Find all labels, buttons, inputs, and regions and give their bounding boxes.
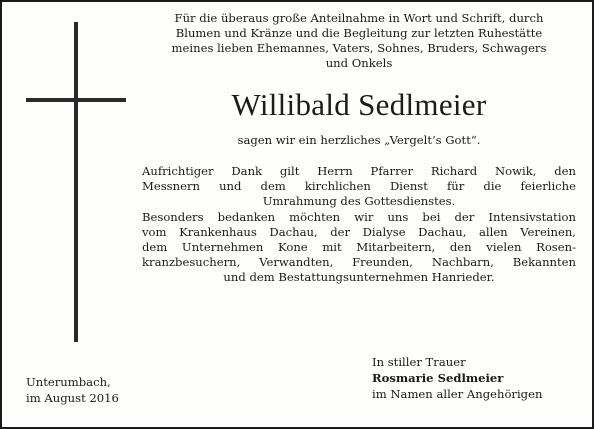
intro-line: meines lieben Ehemannes, Vaters, Sohnes, Bruders, Schwagers [171,41,547,55]
acknowledgement-paragraph-2 [142,210,576,285]
intro-line: Für die überaus große Anteilnahme in Wort und Schrift, durch [174,11,544,25]
paragraph-line: Messnern und dem kirchlichen Dienst für die feierliche [142,179,576,193]
intro-line: Blumen und Kränze und die Begleitung zur letzten Ruhestätte [175,26,543,40]
main-text-column [142,11,576,285]
paragraph-line: Besonders bedanken möchten wir uns bei der Intensivstation [142,210,576,224]
date: im August 2016 [26,391,119,405]
acknowledgement-paragraph-1 [142,164,576,209]
signature-block [372,354,542,402]
closing: In stiller Trauer [372,355,466,369]
place-date-block [26,374,119,406]
signer-name: Rosmarie Sedlmeier [372,371,504,385]
paragraph-line: Umrahmung des Gottesdienstes. [262,194,456,208]
paragraph-line: kranzbesuchern, Verwandten, Freunden, Nachbarn, Bekannten [142,255,576,269]
thanks-line: sagen wir ein herzliches „Vergelt‘s Gott“. [237,133,481,147]
paragraph-line: Aufrichtiger Dank gilt Herrn Pfarrer Richard Nowik, den [142,164,576,178]
cross-vertical-bar [74,22,78,342]
paragraph-line: vom Krankenhaus Dachau, der Dialyse Dachau, allen Vereinen, [142,225,576,239]
cross-horizontal-bar [26,98,126,102]
intro-text [142,11,576,71]
signer-note: im Namen aller Angehörigen [372,387,543,401]
intro-line: und Onkels [325,56,393,70]
place: Unterumbach, [26,375,111,389]
deceased-name: Willibald Sedlmeier [231,87,487,122]
paragraph-line: dem Unternehmen Kone mit Mitarbeitern, den vielen Rosen- [142,240,576,254]
cross-icon [2,2,142,342]
paragraph-line: und dem Bestattungsunternehmen Hanrieder. [223,270,495,284]
